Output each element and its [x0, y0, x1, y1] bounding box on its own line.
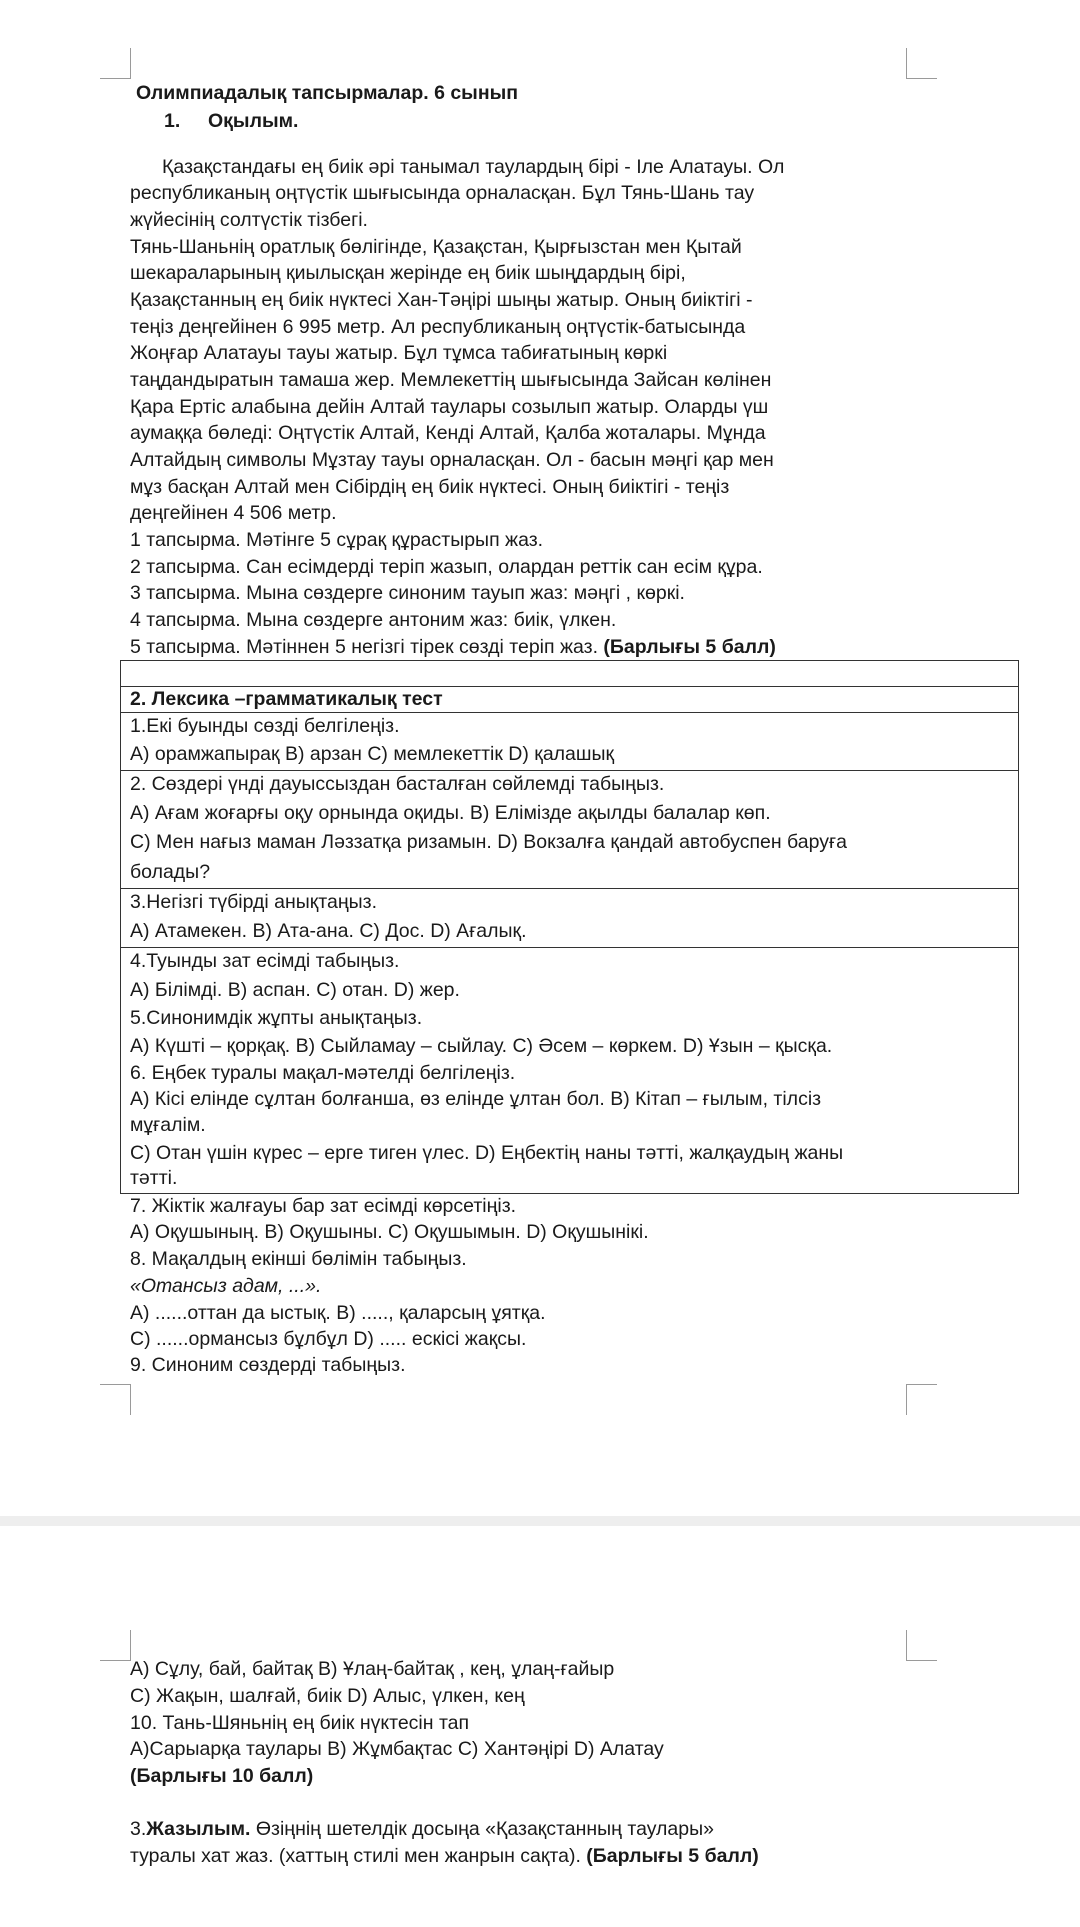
test-question: 4.Туынды зат есімді табыңыз. — [130, 950, 400, 972]
section3-text: туралы хат жаз. (хаттың стилі мен жанрын сақта). — [130, 1845, 587, 1867]
test-answer: А) Білімді. В) аспан. С) отан. D) жер. — [130, 979, 460, 1001]
test-question: 1.Екі буынды сөзді белгілеңіз. — [130, 715, 400, 737]
section3-number: 3. — [130, 1818, 147, 1840]
crop-mark-top-left — [100, 48, 131, 79]
section3-text: Өзіңнің шетелдік досыңа «Қазақстанның таулары» — [250, 1818, 714, 1840]
section2-title: 2. Лексика –грамматикалық тест — [130, 688, 443, 710]
test-question: 6. Еңбек туралы мақал-мәтелді белгілеңіз. — [130, 1062, 516, 1084]
task-line: 4 тапсырма. Мына сөздерге антоним жаз: биік, үлкен. — [130, 609, 617, 631]
reading-line: республиканың оңтүстік шығысында орналасқан. Бұл Тянь-Шань тау — [130, 182, 755, 204]
test-question: 9. Синоним сөздерді табыңыз. — [130, 1354, 406, 1376]
score-label: (Барлығы 10 балл) — [130, 1765, 314, 1787]
test-question: 5.Синонимдік жұпты анықтаңыз. — [130, 1007, 423, 1029]
reading-line: деңгейінен 4 506 метр. — [130, 502, 337, 524]
reading-line: мұз басқан Алтай мен Сібірдің ең биік нүктесі. Оның биіктігі - теңіз — [130, 476, 730, 498]
section1-title: Оқылым. — [208, 110, 299, 132]
crop-mark-top-right — [906, 48, 937, 79]
reading-line: Қазақстанның ең биік нүктесі Хан-Тәңірі шыңы жатыр. Оның биіктігі - — [130, 289, 753, 311]
document-title: Олимпиадалық тапсырмалар. 6 сынып — [136, 82, 519, 104]
reading-line: Алтайдың символы Мұзтау тауы орналасқан. Ол - басын мәңгі қар мен — [130, 449, 774, 471]
proverb-line: «Отансыз адам, ...». — [130, 1275, 322, 1297]
score-label: (Барлығы 5 балл) — [586, 1845, 759, 1867]
section1-number: 1. — [164, 110, 181, 132]
section3-line — [130, 1843, 759, 1869]
reading-line: аумаққа бөледі: Оңтүстік Алтай, Кенді Алтай, Қалба жоталары. Мұнда — [130, 422, 766, 444]
section3-title: Жазылым. — [146, 1818, 251, 1840]
page-gap — [0, 1516, 1080, 1526]
reading-line: Тянь-Шаньнің оратлық бөлігінде, Қазақстан, Қырғызстан мен Қытай — [130, 236, 742, 258]
task-line: 1 тапсырма. Мәтінге 5 сұрақ құрастырып жаз. — [130, 529, 544, 551]
crop-mark-top-left — [100, 1630, 131, 1661]
reading-line: жүйесінің солтүстік тізбегі. — [130, 209, 368, 231]
reading-line: Қазақстандағы ең биік әрі танымал таулардың бірі - Іле Алатауы. Ол — [162, 156, 785, 178]
crop-mark-top-right — [906, 1630, 937, 1661]
test-question: 8. Мақалдың екінші бөлімін табыңыз. — [130, 1248, 467, 1270]
test-question: 2. Сөздері үнді дауыссыздан басталған сөйлемді табыңыз. — [130, 773, 665, 795]
test-answer: А) Күшті – қорқақ. В) Сыйламау – сыйлау. С) Әсем – көркем. D) Ұзын – қысқа. — [130, 1035, 833, 1057]
test-question: 10. Тань-Шяньнің ең биік нүктесін тап — [130, 1712, 470, 1734]
test-answer: А) Кісі елінде сұлтан болғанша, өз елінде ұлтан бол. В) Кітап – ғылым, тілсіз — [130, 1088, 822, 1110]
test-answer: А) Атамекен. В) Ата-ана. С) Дос. D) Ағалық. — [130, 920, 527, 942]
task-line-5 — [130, 634, 776, 660]
test-question: 7. Жіктік жалғауы бар зат есімді көрсетіңіз. — [130, 1195, 517, 1217]
test-answer: А)Сарыарқа таулары В) Жұмбақтас С) Хантәңірі D) Алатау — [130, 1738, 664, 1760]
test-answer: С) Отан үшін күрес – ерге тиген үлес. D) Еңбектің наны тәтті, жалқаудың жаны — [130, 1142, 844, 1164]
test-answer: А) Оқушының. В) Оқушыны. С) Оқушымын. D) Оқушынікі. — [130, 1221, 649, 1243]
test-answer: С) ......ормансыз бұлбұл D) ..... ескісі жақсы. — [130, 1328, 527, 1350]
test-answer: болады? — [130, 861, 211, 883]
task-5-text: 5 тапсырма. Мәтіннен 5 негізгі тірек сөзді теріп жаз. — [130, 636, 604, 658]
score-label: (Барлығы 5 балл) — [603, 636, 776, 658]
test-answer: тәтті. — [130, 1167, 178, 1189]
test-answer: А) Сұлу, бай, байтақ В) Ұлаң-байтақ , кең, ұлаң-ғайыр — [130, 1658, 615, 1680]
test-answer: А) Ағам жоғарғы оқу орнында оқиды. В) Елімізде ақылды балалар көп. — [130, 802, 771, 824]
task-line: 3 тапсырма. Мына сөздерге синоним тауып жаз: мәңгі , көркі. — [130, 582, 685, 604]
test-answer: А) ......оттан да ыстық. В) ....., қаларсың ұятқа. — [130, 1302, 546, 1324]
crop-mark-bottom-left — [100, 1384, 131, 1415]
crop-mark-bottom-right — [906, 1384, 937, 1415]
test-answer: мұғалім. — [130, 1114, 206, 1136]
reading-line: шекараларының қиылысқан жерінде ең биік шыңдардың бірі, — [130, 262, 686, 284]
task-line: 2 тапсырма. Сан есімдерді теріп жазып, олардан реттік сан есім құра. — [130, 556, 763, 578]
reading-line: Жоңғар Алатауы тауы жатыр. Бұл тұмса табиғатының көркі — [130, 342, 668, 364]
document-page-2 — [0, 1526, 1080, 1927]
test-answer: А) орамжапырақ В) арзан С) мемлекеттік D) қалашық — [130, 743, 615, 765]
reading-line: теңіз деңгейінен 6 995 метр. Ал республиканың оңтүстік-батысында — [130, 316, 746, 338]
reading-line: таңдандыратын тамаша жер. Мемлекеттің шығысында Зайсан көлінен — [130, 369, 772, 391]
reading-line: Қара Ертіс алабына дейін Алтай таулары созылып жатыр. Оларды үш — [130, 396, 769, 418]
test-answer: С) Жақын, шалғай, биік D) Алыс, үлкен, кең — [130, 1685, 525, 1707]
test-answer: С) Мен нағыз маман Ләззатқа ризамын. D) Вокзалға қандай автобуспен баруға — [130, 831, 847, 853]
test-question: 3.Негізгі түбірді анықтаңыз. — [130, 891, 378, 913]
section3-line — [130, 1816, 714, 1842]
